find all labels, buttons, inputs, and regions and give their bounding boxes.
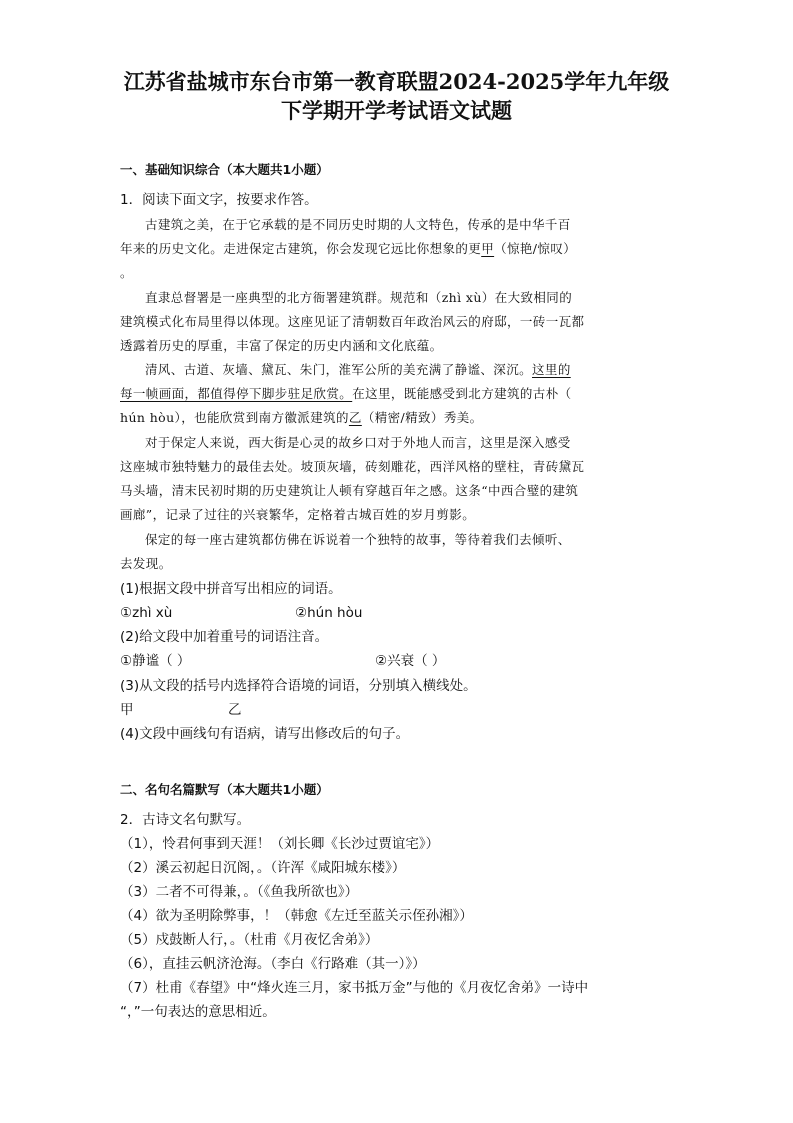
sub-question-2-item-b: ②兴衰（ ） (375, 653, 446, 669)
passage-p4-line-3: 马头墙，清末民初时期的历史建筑让人顿有穿越百年之感。这条“中西合璧的建筑 (120, 483, 579, 498)
recitation-item: （5）戍鼓断人行，。（杜甫《月夜忆舍弟》） (120, 932, 379, 948)
passage-p2-line-2: 建筑模式化布局里得以体现。这座见证了清朝数百年政治风云的府邸，一砖一瓦都 (120, 314, 585, 329)
recitation-item: （1），怜君何事到天涯！（刘长卿《长沙过贾谊宅》） (120, 836, 440, 852)
passage-p5-line-1: 保定的每一座古建筑都仿佛在诉说着一个独特的故事，等待着我们去倾听、 (145, 532, 571, 547)
passage-p4-line-2: 这座城市独特魅力的最佳去处。坡顶灰墙，砖刻雕花，西洋风格的壁柱，青砖黛瓦 (120, 459, 585, 474)
question-1-intro: 1．阅读下面文字，按要求作答。 (120, 192, 318, 208)
passage-p3-line-2 (120, 384, 572, 404)
passage-p4-line-1: 对于保定人来说，西大街是心灵的故乡口对于外地人而言，这里是深入感受 (145, 435, 571, 450)
passage-p3-line-3-end: （精密/精致）秀美。 (361, 410, 483, 425)
sub-question-1-item-b: ②hún hòu (295, 605, 363, 621)
passage-p3-line-3-text: hún hòu），也能欣赏到南方徽派建筑的 (120, 410, 349, 425)
passage-p1-line-1: 古建筑之美，在于它承载的是不同历史时期的人文特色，传承的是中华千百 (145, 217, 571, 232)
passage-p3-line-2-text: 在这里，既能感受到北方建筑的古朴（ (352, 386, 572, 401)
passage-p3-line-3 (120, 408, 483, 428)
recitation-item: （2）溪云初起日沉阁，。（许浑《咸阳城东楼》） (120, 860, 406, 876)
sub-question-1-item-a: ①zhì xù (120, 605, 173, 621)
sub-question-3: (3)从文段的括号内选择符合语境的词语，分别填入横线处。 (120, 678, 477, 694)
sub-question-1: (1)根据文段中拼音写出相应的词语。 (120, 581, 342, 597)
sub-question-4: (4)文段中画线句有语病，请写出修改后的句子。 (120, 726, 410, 742)
passage-p3-line-1-text: 清风、古道、灰墙、黛瓦、朱门，淮军公所的美充满了静谧、深沉。 (145, 362, 533, 377)
sub-question-2-item-a: ①静谧（ ） (120, 653, 191, 669)
blank-yi: 乙 (348, 410, 362, 425)
passage-p1-line-2-text: 年来的历史文化。走进保定古建筑，你会发现它远比你想象的更 (120, 241, 482, 256)
underlined-sentence-part-2: 每一帧画面，都值得停下脚步驻足欣赏。 (120, 386, 353, 401)
question-2-intro: 2．古诗文名句默写。 (120, 812, 251, 828)
sub-question-3-jia: 甲 (120, 702, 134, 718)
passage-p1-line-2 (120, 239, 576, 259)
blank-jia: 甲 (481, 241, 495, 256)
document-title-line-2: 下学期开学考试语文试题 (281, 98, 512, 123)
passage-p5-line-2: 去发现。 (120, 556, 172, 571)
passage-p2-line-1: 直隶总督署是一座典型的北方衙署建筑群。规范和（zhì xù）在大致相同的 (145, 290, 573, 305)
passage-p3-line-1 (145, 360, 571, 380)
sub-question-3-yi: 乙 (228, 702, 242, 718)
passage-p2-line-3: 透露着历史的厚重，丰富了保定的历史内涵和文化底蕴。 (120, 338, 443, 353)
recitation-item: （3）二者不可得兼，。（《鱼我所欲也》） (120, 884, 359, 900)
section-2-heading: 二、名句名篇默写（本大题共1小题） (120, 782, 329, 797)
underlined-sentence-part-1: 这里的 (532, 362, 571, 377)
sub-question-2: (2)给文段中加着重号的词语注音。 (120, 629, 329, 645)
passage-p4-line-4: 画廊”，记录了过往的兴衰繁华，定格着古城百姓的岁月剪影。 (120, 507, 476, 522)
document-title-line-1: 江苏省盐城市东台市第一教育联盟2024-2025学年九年级 (123, 69, 670, 94)
section-1-heading: 一、基础知识综合（本大题共1小题） (120, 162, 329, 177)
recitation-item: （6），直挂云帆济沧海。（李白《行路难（其一）》） (120, 956, 426, 972)
recitation-item-continuation: “，”一句表达的意思相近。 (120, 1004, 276, 1020)
recitation-item: （4）欲为圣明除弊事，！（韩愈《左迁至蓝关示侄孙湘》） (120, 908, 473, 924)
passage-p1-line-2-choice: （惊艳/惊叹） (494, 241, 577, 256)
passage-p1-line-3: 。 (120, 265, 133, 280)
recitation-item: （7）杜甫《春望》中“烽火连三月，家书抵万金”与他的《月夜忆舍弟》一诗中 (120, 980, 589, 996)
